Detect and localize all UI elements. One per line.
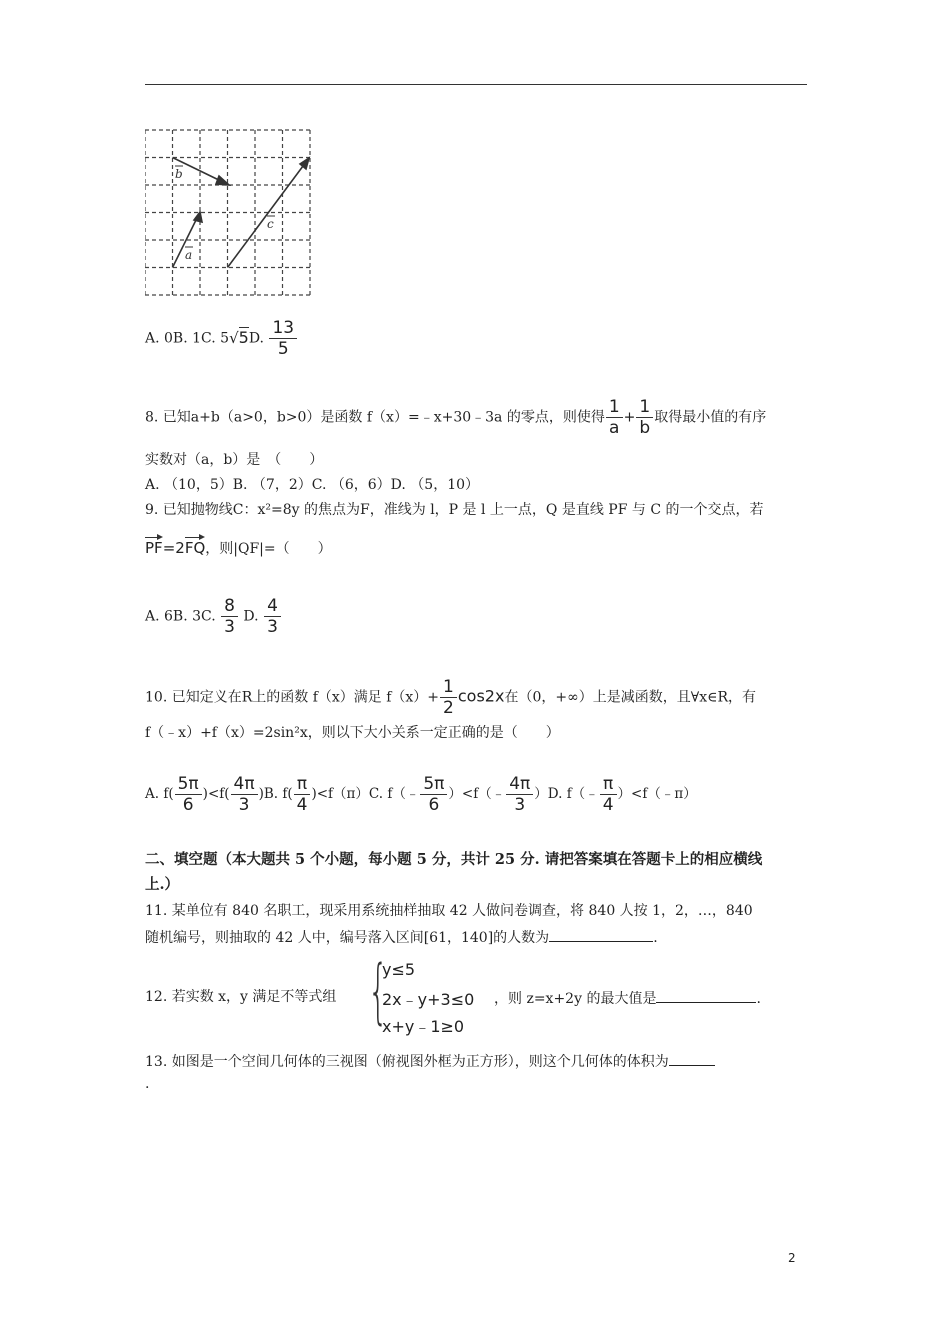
vector-fq: FQ <box>184 539 206 557</box>
q10-b-frac: $\frac{\pi}{4}$ <box>294 774 311 815</box>
vector-grid-figure <box>145 128 315 298</box>
q12-answer-blank <box>656 988 756 1003</box>
q8-frac-1a: $\frac{1}{a}$ <box>606 397 623 438</box>
q7-option-c: C. 5 <box>201 330 230 347</box>
header-rule <box>145 84 807 85</box>
vector-c-line <box>228 162 307 268</box>
q7-option-a: A. 0 <box>145 330 173 347</box>
q7-options: A. 0B. 1C. 5√5D. $\frac{13}{5}$ <box>145 318 298 359</box>
q8-stem-line2: 实数对（a，b）是 （ ） <box>145 452 324 468</box>
q8-stem: 8. 已知a+b（a>0，b>0）是函数 f（x）=﹣x+30﹣3a 的零点，则使得 $\frac{1}{a}$ + $\frac{1}{b}$ 取得最小值的有序 <box>145 397 767 438</box>
q10-options: A. f( $\frac{5\pi}{6}$ )<f( $\frac{4\pi}{3}$ )B. f( $\frac{\pi}{4}$ )<f（π）C. f（﹣ $\frac{5\pi}{6}$ ）<f（﹣ $\frac{4\pi}{3}$ ）D. f（﹣ $\frac{\pi}{4}$ ）<f（﹣π） <box>145 774 697 815</box>
q10-d-frac: $\frac{\pi}{4}$ <box>600 774 617 815</box>
q10-half-fraction: $\frac{1}{2}$ <box>440 677 457 718</box>
q10-a-frac2: $\frac{4\pi}{3}$ <box>231 774 258 815</box>
label-b: b <box>175 167 183 181</box>
q13-line1: 13. 如图是一个空间几何体的三视图（俯视图外框为正方形），则这个几何体的体积为 <box>145 1051 715 1071</box>
q11-answer-blank <box>549 927 653 942</box>
q12-pre: 12. 若实数 x，y 满足不等式组 <box>145 989 337 1005</box>
q10-stem: 10. 已知定义在R上的函数 f（x）满足 f（x）+ $\frac{1}{2}$ cos2x在（0，+∞）上是减函数，且∀x∈R，有 <box>145 677 757 718</box>
q10-c-frac2: $\frac{4\pi}{3}$ <box>506 774 533 815</box>
q10-line2: f（﹣x）+f（x）=2sin²x，则以下大小关系一定正确的是（ ） <box>145 725 560 741</box>
q9-c-fraction: $\frac{8}{3}$ <box>221 596 238 637</box>
vector-a-arrowhead <box>194 212 202 222</box>
section2-heading: 二、填空题（本大题共 5 个小题，每小题 5 分，共计 25 分. 请把答案填在答题卡上的相应横线 <box>145 851 763 868</box>
q12-ineq1: y≤5 <box>382 960 416 979</box>
label-a: a <box>185 248 193 262</box>
vector-pf: PF <box>145 539 163 557</box>
q13-answer-blank <box>669 1051 715 1066</box>
brace-icon: { <box>368 950 389 1032</box>
section2-heading-line2: 上.） <box>145 876 180 893</box>
q12-post: ，则 z=x+2y 的最大值是 . <box>494 988 761 1008</box>
q10-c-frac1: $\frac{5\pi}{6}$ <box>420 774 447 815</box>
q10-a-frac1: $\frac{5\pi}{6}$ <box>175 774 202 815</box>
label-c: c <box>267 217 274 231</box>
q9-vector-condition: PF=2FQ，则|QF|=（ ） <box>145 539 332 557</box>
q9-stem: 9. 已知抛物线C：x²=8y 的焦点为F，准线为 l，P 是 l 上一点，Q 是直线 PF 与 C 的一个交点，若 <box>145 502 764 518</box>
q7-radicand: 5 <box>238 327 249 347</box>
q8-options: A. （10，5）B. （7，2）C. （6，6）D. （5，10） <box>145 477 480 493</box>
q11-line2: 随机编号，则抽取的 42 人中，编号落入区间[61，140]的人数为 . <box>145 927 658 947</box>
q9-d-fraction: $\frac{4}{3}$ <box>264 596 281 637</box>
q11-line1: 11. 某单位有 840 名职工，现采用系统抽样抽取 42 人做问卷调查，将 840 人按 1，2，…，840 <box>145 903 753 919</box>
page-number: 2 <box>788 1251 796 1265</box>
q7-option-d: D. <box>248 330 264 347</box>
q7-option-b: B. 1 <box>172 330 202 347</box>
q13-end: . <box>145 1076 150 1092</box>
q9-options: A. 6B. 3C. $\frac{8}{3}$ D. $\frac{4}{3}$ <box>145 596 282 637</box>
q12-ineq2: 2x﹣y+3≤0 <box>382 990 475 1009</box>
q8-frac-1b: $\frac{1}{b}$ <box>636 397 653 438</box>
q7-d-fraction: $\frac{13}{5}$ <box>269 318 297 359</box>
q12-ineq3: x+y﹣1≥0 <box>382 1017 465 1036</box>
